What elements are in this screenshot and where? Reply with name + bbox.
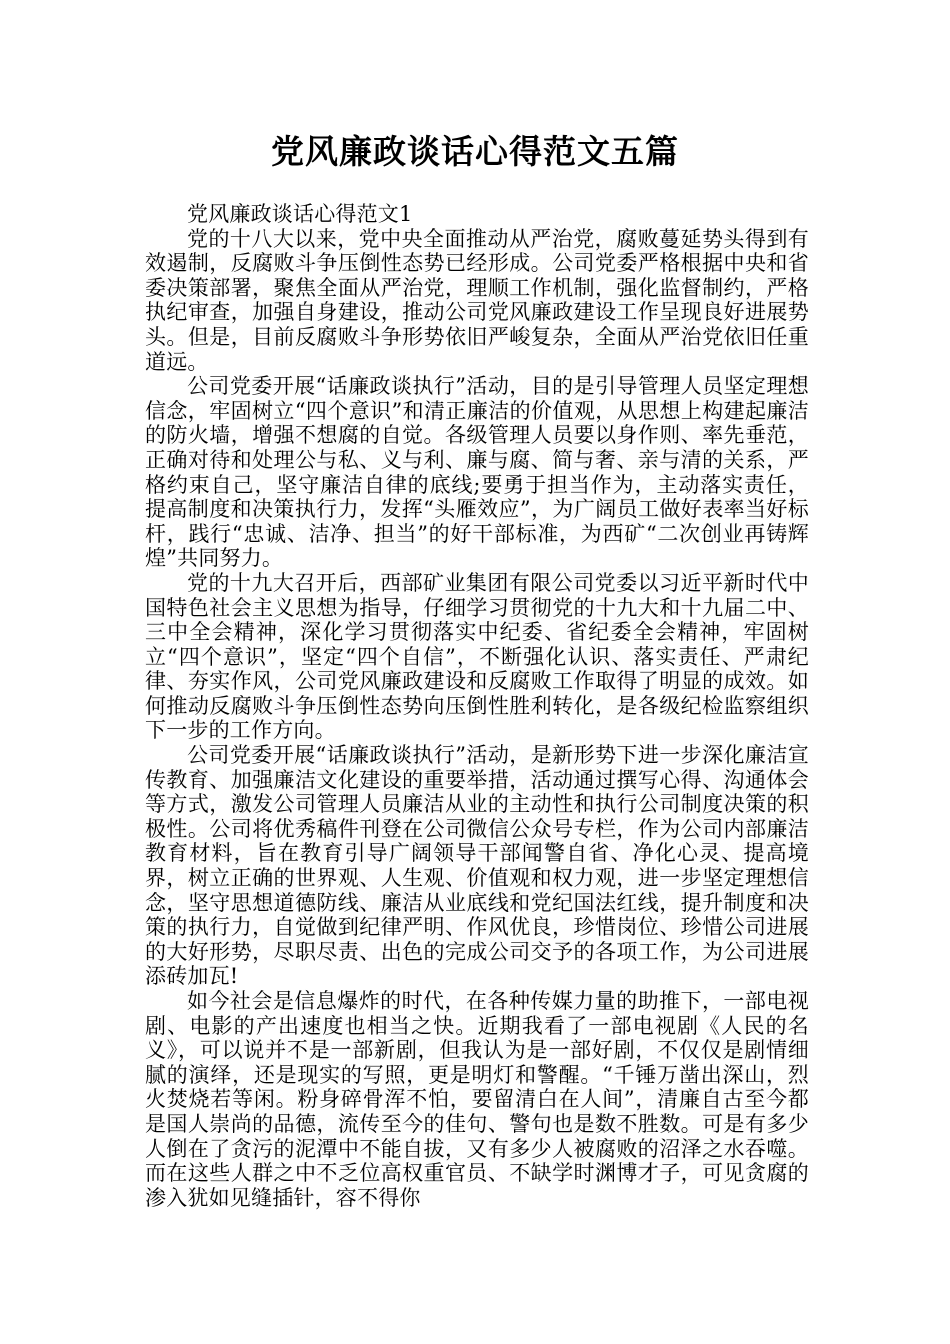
paragraph-5: 如今社会是信息爆炸的时代，在各种传媒力量的助推下，一部电视剧、电影的产出速度也相当之快。近期我看了一部电视剧《人民的名义》，可以说并不是一部新剧，但我认为是一部好剧，不仅仅是剧情细腻的演绎，还是现实的写照，更是明灯和警醒。“千锤万凿出深山，烈火焚烧若等闲。粉身碎骨浑不怕，要留清白在人间”，清廉自古至今都是国人崇尚的品德，流传至今的佳句、警句也是数不胜数。可是有多少人倒在了贪污的泥潭中不能自拔，又有多少人被腐败的沼泽之水吞噬。而在这些人群之中不乏位高权重官员、不缺学时渊博才子，可见贪腐的渗入犹如见缝插针，容不得你	[145, 989, 809, 1210]
document-body	[145, 202, 809, 1210]
section-heading: 党风廉政谈话心得范文1	[187, 202, 413, 226]
paragraph-1: 党的十八大以来，党中央全面推动从严治党，腐败蔓延势头得到有效遏制，反腐败斗争压倒性态势已经形成。公司党委严格根据中央和省委决策部署，聚焦全面从严治党，理顺工作机制，强化监督制约，严格执纪审查，加强自身建设，推动公司党风廉政建设工作呈现良好进展势头。但是，目前反腐败斗争形势依旧严峻复杂，全面从严治党依旧任重道远。	[145, 226, 809, 374]
paragraph-2: 公司党委开展“话廉政谈执行”活动，目的是引导管理人员坚定理想信念，牢固树立“四个意识”和清正廉洁的价值观，从思想上构建起廉洁的防火墙，增强不想腐的自觉。各级管理人员要以身作则、率先垂范，正确对待和处理公与私、义与利、廉与腐、简与奢、亲与清的关系，严格约束自己，坚守廉洁自律的底线;要勇于担当作为，主动落实责任，提高制度和决策执行力，发挥“头雁效应”，为广阔员工做好表率当好标杆，践行“忠诚、洁净、担当”的好干部标准，为西矿“二次创业再铸辉煌”共同努力。	[145, 374, 809, 571]
paragraph-4: 公司党委开展“话廉政谈执行”活动，是新形势下进一步深化廉洁宣传教育、加强廉洁文化建设的重要举措，活动通过撰写心得、沟通体会等方式，激发公司管理人员廉洁从业的主动性和执行公司制度决策的积极性。公司将优秀稿件刊登在公司微信公众号专栏，作为公司内部廉洁教育材料，旨在教育引导广阔领导干部闻警自省、净化心灵、提高境界，树立正确的世界观、人生观、价值观和权力观，进一步坚定理想信念，坚守思想道德防线、廉洁从业底线和党纪国法红线，提升制度和决策的执行力，自觉做到纪律严明、作风优良，珍惜岗位、珍惜公司进展的大好形势，尽职尽责、出色的完成公司交予的各项工作，为公司进展添砖加瓦!	[145, 743, 809, 989]
paragraph-3: 党的十九大召开后，西部矿业集团有限公司党委以习近平新时代中国特色社会主义思想为指导，仔细学习贯彻党的十九大和十九届二中、三中全会精神，深化学习贯彻落实中纪委、省纪委全会精神，牢固树立“四个意识”，坚定“四个自信”，不断强化认识、落实责任、严肃纪律、夯实作风，公司党风廉政建设和反腐败工作取得了明显的成效。如何推动反腐败斗争压倒性态势向压倒性胜利转化，是各级纪检监察组织下一步的工作方向。	[145, 570, 809, 743]
document-title: 党风廉政谈话心得范文五篇	[271, 132, 679, 171]
